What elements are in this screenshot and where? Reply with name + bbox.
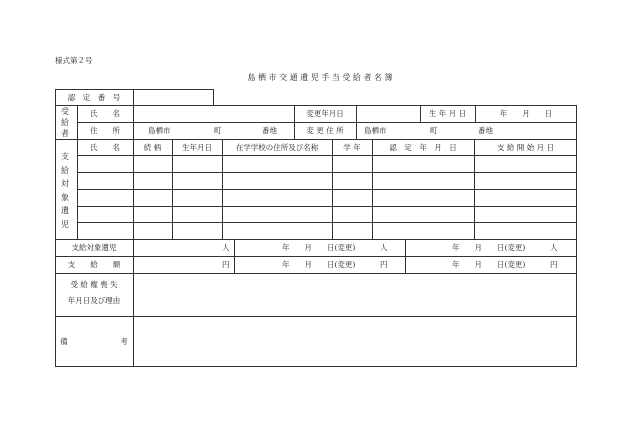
children-side-label: 支給対象遺児 [61,152,69,229]
address-city: 島栖市 [148,126,171,135]
change-date-label: 変更年月日 [306,109,344,118]
count-unit-3: 人 [550,243,558,252]
loss-label-line1: 受 給 権 喪 失 [70,280,118,289]
change-address-town: 町 [430,126,438,135]
grade-header: 学 年 [343,143,361,152]
birth-date-label: 生 年 月 日 [428,109,467,118]
loss-label-line2: 年月日及び理由 [67,296,121,305]
amount-unit-3: 円 [550,260,558,269]
amount-unit-2: 円 [380,260,388,269]
child-birth-header: 生年月日 [182,143,212,152]
change-address-label: 変 更 住 所 [306,126,344,135]
count-date-1: 年 月 日(変更) [282,243,356,252]
amount-label: 支 給 額 [67,260,121,269]
birth-date-value: 年 月 日 [499,109,553,118]
count-unit-2: 人 [380,243,388,252]
form-number-label: 様式第２号 [55,56,93,65]
count-unit-1: 人 [222,243,230,252]
relationship-header: 続 柄 [143,143,162,152]
change-address-city: 島栖市 [364,126,387,135]
child-name-header: 氏 名 [90,143,120,152]
payment-start-header: 支 給 開 始 月 日 [497,143,554,152]
recipient-name-label: 氏 名 [90,109,120,118]
amount-date-1: 年 月 日(変更) [282,260,356,269]
recipient-side-label: 受給者 [61,107,69,138]
address-town: 町 [214,126,222,135]
address-banchi: 番地 [262,126,277,135]
count-date-2: 年 月 日(変更) [452,243,526,252]
form-title: 島 栖 市 交 通 遺 児 手 当 受 給 者 名 簿 [247,73,393,82]
recipient-address-label: 住 所 [90,126,120,135]
amount-unit-1: 円 [222,260,230,269]
change-address-banchi: 番地 [478,126,493,135]
certification-date-header: 認 定 年 月 日 [389,143,457,152]
count-label: 支給対象遺児 [71,243,117,252]
school-header: 在学学校の住所及び名称 [235,143,319,152]
remarks-label: 備 考 [60,337,128,346]
cert-number-label: 認 定 番 号 [67,93,121,102]
amount-date-2: 年 月 日(変更) [452,260,526,269]
